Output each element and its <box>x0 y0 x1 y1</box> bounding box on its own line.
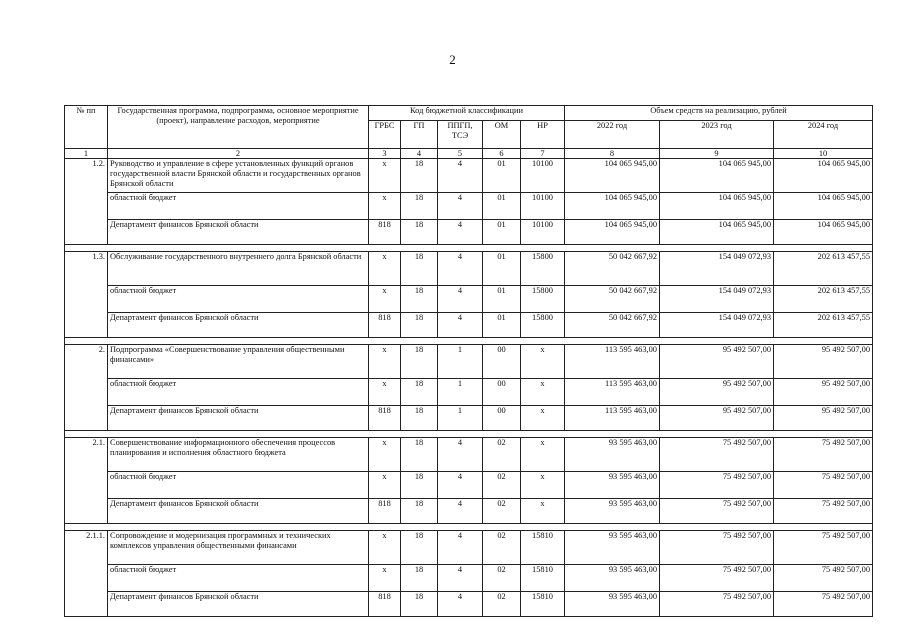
om-cell: 01 <box>483 193 521 220</box>
ppgp-cell: 4 <box>438 565 483 592</box>
amount-2022: 50 042 667,92 <box>565 252 660 286</box>
regional-budget-row <box>65 472 873 499</box>
grbs-cell: 818 <box>369 592 401 617</box>
ppgp-cell: 4 <box>438 220 483 245</box>
ppgp-cell: 4 <box>438 159 483 193</box>
amount-2024: 95 492 507,00 <box>774 406 873 431</box>
om-cell: 02 <box>483 499 521 524</box>
nr-cell: 15810 <box>521 531 565 565</box>
grbs-cell: x <box>369 531 401 565</box>
item-name: областной бюджет <box>108 379 369 406</box>
item-name: областной бюджет <box>108 193 369 220</box>
om-cell: 02 <box>483 531 521 565</box>
gp-cell: 18 <box>401 531 438 565</box>
ppgp-cell: 4 <box>438 193 483 220</box>
amount-2024: 75 492 507,00 <box>774 438 873 472</box>
grbs-cell: x <box>369 565 401 592</box>
department-row <box>65 313 873 338</box>
column-number: 6 <box>483 149 521 159</box>
ppgp-cell: 1 <box>438 406 483 431</box>
amount-2023: 104 065 945,00 <box>660 193 774 220</box>
amount-2022: 93 595 463,00 <box>565 592 660 617</box>
column-number: 3 <box>369 149 401 159</box>
amount-2022: 104 065 945,00 <box>565 193 660 220</box>
header-2023: 2023 год <box>660 121 774 149</box>
amount-2024: 95 492 507,00 <box>774 345 873 379</box>
om-cell: 01 <box>483 159 521 193</box>
measure-row <box>65 438 873 472</box>
item-name: Департамент финансов Брянской области <box>108 499 369 524</box>
gp-cell: 18 <box>401 345 438 379</box>
ppgp-cell: 4 <box>438 531 483 565</box>
header-col-name: Государственная программа, подпрограмма, основное мероприятие (проект), направление расходов, мероприятие <box>108 106 369 149</box>
item-name: Департамент финансов Брянской области <box>108 220 369 245</box>
gp-cell: 18 <box>401 252 438 286</box>
gp-cell: 18 <box>401 193 438 220</box>
grbs-cell: 818 <box>369 220 401 245</box>
nr-cell: 10100 <box>521 220 565 245</box>
gp-cell: 18 <box>401 438 438 472</box>
grbs-cell: x <box>369 159 401 193</box>
gp-cell: 18 <box>401 313 438 338</box>
header-nr: НР <box>521 121 565 149</box>
gp-cell: 18 <box>401 472 438 499</box>
nr-cell: 15800 <box>521 286 565 313</box>
om-cell: 02 <box>483 592 521 617</box>
department-row <box>65 592 873 617</box>
regional-budget-row <box>65 379 873 406</box>
column-number: 8 <box>565 149 660 159</box>
amount-2023: 154 049 072,93 <box>660 286 774 313</box>
amount-2023: 95 492 507,00 <box>660 379 774 406</box>
grbs-cell: x <box>369 345 401 379</box>
page-number: 2 <box>449 52 456 67</box>
amount-2023: 75 492 507,00 <box>660 499 774 524</box>
nr-cell: x <box>521 472 565 499</box>
amount-2024: 202 613 457,55 <box>774 313 873 338</box>
grbs-cell: 818 <box>369 499 401 524</box>
column-number: 1 <box>65 149 108 159</box>
om-cell: 02 <box>483 565 521 592</box>
gp-cell: 18 <box>401 220 438 245</box>
group-spacer-row <box>65 338 873 345</box>
header-ppgp: ППГП, ТСЭ <box>438 121 483 149</box>
gp-cell: 18 <box>401 592 438 617</box>
amount-2024: 202 613 457,55 <box>774 252 873 286</box>
department-row <box>65 220 873 245</box>
regional-budget-row <box>65 286 873 313</box>
header-group-amount: Объем средств на реализацию, рублей <box>565 106 873 121</box>
amount-2023: 75 492 507,00 <box>660 531 774 565</box>
gp-cell: 18 <box>401 499 438 524</box>
om-cell: 01 <box>483 286 521 313</box>
amount-2024: 75 492 507,00 <box>774 472 873 499</box>
row-number: 2. <box>65 345 108 431</box>
grbs-cell: x <box>369 286 401 313</box>
column-number: 10 <box>774 149 873 159</box>
group-spacer-row <box>65 524 873 531</box>
nr-cell: 15810 <box>521 592 565 617</box>
amount-2024: 95 492 507,00 <box>774 379 873 406</box>
amount-2022: 113 595 463,00 <box>565 345 660 379</box>
amount-2023: 75 492 507,00 <box>660 592 774 617</box>
ppgp-cell: 1 <box>438 345 483 379</box>
item-name: Совершенствование информационного обеспечения процессов планирования и исполнения областного бюджета <box>108 438 369 472</box>
amount-2022: 104 065 945,00 <box>565 220 660 245</box>
amount-2023: 75 492 507,00 <box>660 472 774 499</box>
nr-cell: x <box>521 438 565 472</box>
header-2022: 2022 год <box>565 121 660 149</box>
om-cell: 00 <box>483 379 521 406</box>
ppgp-cell: 4 <box>438 286 483 313</box>
nr-cell: x <box>521 499 565 524</box>
amount-2022: 93 595 463,00 <box>565 499 660 524</box>
column-number: 2 <box>108 149 369 159</box>
om-cell: 01 <box>483 313 521 338</box>
amount-2022: 50 042 667,92 <box>565 313 660 338</box>
amount-2022: 93 595 463,00 <box>565 531 660 565</box>
nr-cell: 10100 <box>521 159 565 193</box>
header-grbs: ГРБС <box>369 121 401 149</box>
item-name: Руководство и управление в сфере установленных функций органов государственной власти Брянской области и государственных органов Брянской области <box>108 159 369 193</box>
grbs-cell: 818 <box>369 406 401 431</box>
item-name: областной бюджет <box>108 472 369 499</box>
grbs-cell: x <box>369 438 401 472</box>
amount-2023: 75 492 507,00 <box>660 565 774 592</box>
amount-2024: 75 492 507,00 <box>774 531 873 565</box>
nr-cell: 15800 <box>521 313 565 338</box>
amount-2024: 202 613 457,55 <box>774 286 873 313</box>
amount-2023: 95 492 507,00 <box>660 345 774 379</box>
nr-cell: x <box>521 345 565 379</box>
amount-2023: 75 492 507,00 <box>660 438 774 472</box>
amount-2022: 93 595 463,00 <box>565 472 660 499</box>
spacer-cell <box>65 431 873 438</box>
ppgp-cell: 4 <box>438 472 483 499</box>
item-name: Департамент финансов Брянской области <box>108 313 369 338</box>
gp-cell: 18 <box>401 406 438 431</box>
item-name: областной бюджет <box>108 286 369 313</box>
header-row <box>65 106 873 121</box>
item-name: Сопровождение и модернизация программных и технических комплексов управления общественными финансами <box>108 531 369 565</box>
spacer-cell <box>65 245 873 252</box>
amount-2023: 104 065 945,00 <box>660 220 774 245</box>
amount-2022: 93 595 463,00 <box>565 438 660 472</box>
spacer-cell <box>65 524 873 531</box>
nr-cell: 15800 <box>521 252 565 286</box>
group-spacer-row <box>65 431 873 438</box>
item-name: Департамент финансов Брянской области <box>108 592 369 617</box>
row-number: 1.2. <box>65 159 108 245</box>
measure-row <box>65 252 873 286</box>
measure-row <box>65 531 873 565</box>
header-group-code: Код бюджетной классификации <box>369 106 565 121</box>
department-row <box>65 406 873 431</box>
gp-cell: 18 <box>401 379 438 406</box>
ppgp-cell: 4 <box>438 499 483 524</box>
grbs-cell: x <box>369 193 401 220</box>
amount-2024: 104 065 945,00 <box>774 220 873 245</box>
item-name: Подпрограмма «Совершенствование управления общественными финансами» <box>108 345 369 379</box>
regional-budget-row <box>65 193 873 220</box>
column-number: 5 <box>438 149 483 159</box>
gp-cell: 18 <box>401 565 438 592</box>
department-row <box>65 499 873 524</box>
gp-cell: 18 <box>401 159 438 193</box>
amount-2023: 95 492 507,00 <box>660 406 774 431</box>
column-number: 4 <box>401 149 438 159</box>
nr-cell: 10100 <box>521 193 565 220</box>
amount-2023: 104 065 945,00 <box>660 159 774 193</box>
item-name: областной бюджет <box>108 565 369 592</box>
amount-2022: 113 595 463,00 <box>565 379 660 406</box>
row-number: 2.1. <box>65 438 108 524</box>
measure-row <box>65 345 873 379</box>
grbs-cell: x <box>369 472 401 499</box>
om-cell: 01 <box>483 220 521 245</box>
ppgp-cell: 4 <box>438 592 483 617</box>
header-col-no: № пп <box>65 106 108 149</box>
amount-2023: 154 049 072,93 <box>660 252 774 286</box>
row-number: 1.3. <box>65 252 108 338</box>
header-om: ОМ <box>483 121 521 149</box>
amount-2022: 93 595 463,00 <box>565 565 660 592</box>
ppgp-cell: 4 <box>438 438 483 472</box>
om-cell: 00 <box>483 406 521 431</box>
amount-2024: 75 492 507,00 <box>774 565 873 592</box>
ppgp-cell: 1 <box>438 379 483 406</box>
amount-2024: 104 065 945,00 <box>774 193 873 220</box>
om-cell: 00 <box>483 345 521 379</box>
ppgp-cell: 4 <box>438 252 483 286</box>
budget-table <box>64 105 873 617</box>
group-spacer-row <box>65 245 873 252</box>
ppgp-cell: 4 <box>438 313 483 338</box>
amount-2024: 75 492 507,00 <box>774 592 873 617</box>
item-name: Департамент финансов Брянской области <box>108 406 369 431</box>
amount-2023: 154 049 072,93 <box>660 313 774 338</box>
nr-cell: x <box>521 379 565 406</box>
spacer-cell <box>65 338 873 345</box>
item-name: Обслуживание государственного внутреннего долга Брянской области <box>108 252 369 286</box>
amount-2022: 50 042 667,92 <box>565 286 660 313</box>
measure-row <box>65 159 873 193</box>
header-gp: ГП <box>401 121 438 149</box>
grbs-cell: 818 <box>369 313 401 338</box>
gp-cell: 18 <box>401 286 438 313</box>
amount-2024: 104 065 945,00 <box>774 159 873 193</box>
amount-2024: 75 492 507,00 <box>774 499 873 524</box>
header-2024: 2024 год <box>774 121 873 149</box>
nr-cell: 15810 <box>521 565 565 592</box>
grbs-cell: x <box>369 379 401 406</box>
column-number: 7 <box>521 149 565 159</box>
regional-budget-row <box>65 565 873 592</box>
om-cell: 02 <box>483 438 521 472</box>
column-number: 9 <box>660 149 774 159</box>
om-cell: 02 <box>483 472 521 499</box>
amount-2022: 104 065 945,00 <box>565 159 660 193</box>
column-number-row <box>65 149 873 159</box>
row-number: 2.1.1. <box>65 531 108 617</box>
om-cell: 01 <box>483 252 521 286</box>
nr-cell: x <box>521 406 565 431</box>
grbs-cell: x <box>369 252 401 286</box>
amount-2022: 113 595 463,00 <box>565 406 660 431</box>
